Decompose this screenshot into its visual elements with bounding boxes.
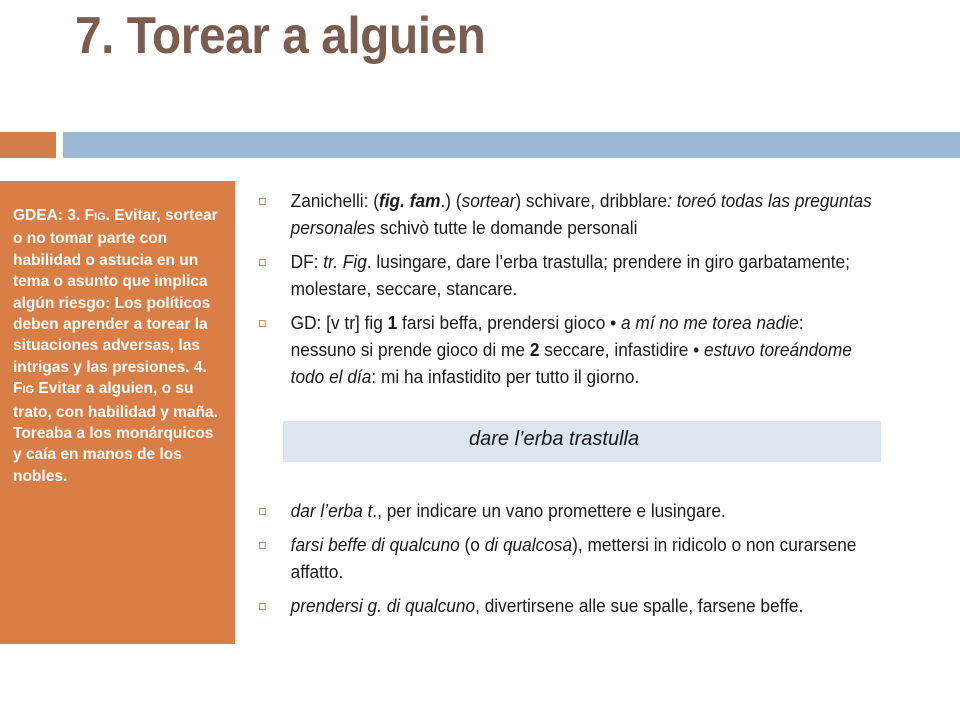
text: Zanichelli: ( — [290, 191, 379, 211]
text: . lusingare, dare l’erba trastulla; prendere in giro garbatamente; molestare, seccare, stancare. — [290, 252, 850, 299]
square-bullet-icon — [259, 508, 266, 515]
sidebar-sense-number: 3 — [67, 207, 76, 224]
square-bullet-icon — [259, 320, 266, 327]
sidebar-smallcaps: IG — [93, 211, 106, 223]
text: : nessuno si prende gioco di me — [290, 313, 804, 360]
list-item-df — [258, 249, 872, 303]
text: seccare, infastidire • — [539, 340, 704, 360]
list-item-dar — [258, 498, 872, 525]
text: ), mettersi in ridicolo o non curarsene affatto. — [290, 535, 857, 582]
sidebar-definition-box — [0, 181, 235, 644]
text: GD: [v tr] fig — [290, 313, 388, 333]
list-item-zanichelli — [258, 188, 872, 242]
expressions-list — [258, 498, 898, 627]
text: fig. fam — [378, 191, 441, 211]
sidebar-text: . Evitar, sortear o no tomar parte con habilidad o astucia en un tema o asunto que implica algún riesgo: Los políticos deben aprender a torear la situaciones adversas, las intrigas y las presiones. — [13, 207, 218, 376]
sidebar-text: Evitar a alguien, o su trato, con habilidad y maña. Toreaba a los monárquicos y caía en manos de los nobles. — [13, 380, 218, 485]
text: ) schivare, dribblare — [515, 191, 668, 211]
highlight-banner: dare l’erba trastulla — [283, 421, 881, 462]
list-item-farsi — [258, 532, 872, 586]
square-bullet-icon — [259, 542, 266, 549]
text: ., per indicare un vano promettere e lusingare. — [372, 501, 726, 521]
text: prendersi g. di qualcuno — [290, 596, 476, 616]
text: dar l’erba t — [290, 501, 373, 521]
text: a mí no me torea nadie — [621, 313, 799, 333]
list-item-prendersi — [258, 593, 872, 620]
square-bullet-icon — [259, 603, 266, 610]
text: 2 — [529, 340, 540, 360]
sidebar-sense-number: 4. — [193, 358, 207, 376]
text: sortear — [461, 191, 516, 211]
text: farsi beffe di qualcuno — [290, 535, 460, 555]
sidebar-text: F — [13, 380, 23, 398]
header-divider-bar — [63, 132, 960, 158]
text: : toreó todas las preguntas personales — [290, 191, 872, 238]
list-item-gd — [258, 310, 872, 391]
sidebar-text: GDEA: — [13, 207, 68, 224]
definitions-list — [258, 188, 898, 398]
text: DF: — [290, 252, 324, 272]
text: tr. Fig — [323, 252, 367, 272]
sidebar-smallcaps: IG — [22, 384, 35, 397]
square-bullet-icon — [259, 259, 266, 266]
text: farsi beffa, prendersi gioco • — [397, 313, 622, 333]
text: schivò tutte le domande personali — [375, 218, 638, 238]
text: , divertirsene alle sue spalle, farsene beffe. — [475, 596, 804, 616]
sidebar-text: . F — [75, 207, 94, 224]
text: 1 — [387, 313, 398, 333]
page-title: 7. Torear a alguien — [75, 7, 486, 65]
header-accent-bar — [0, 132, 56, 158]
square-bullet-icon — [259, 198, 266, 205]
text: estuvo toreándome todo el día — [290, 340, 852, 387]
text: di qualcosa — [484, 535, 573, 555]
text: (o — [459, 535, 485, 555]
text: : mi ha infastidito per tutto il giorno. — [371, 367, 640, 387]
text: .) ( — [440, 191, 462, 211]
